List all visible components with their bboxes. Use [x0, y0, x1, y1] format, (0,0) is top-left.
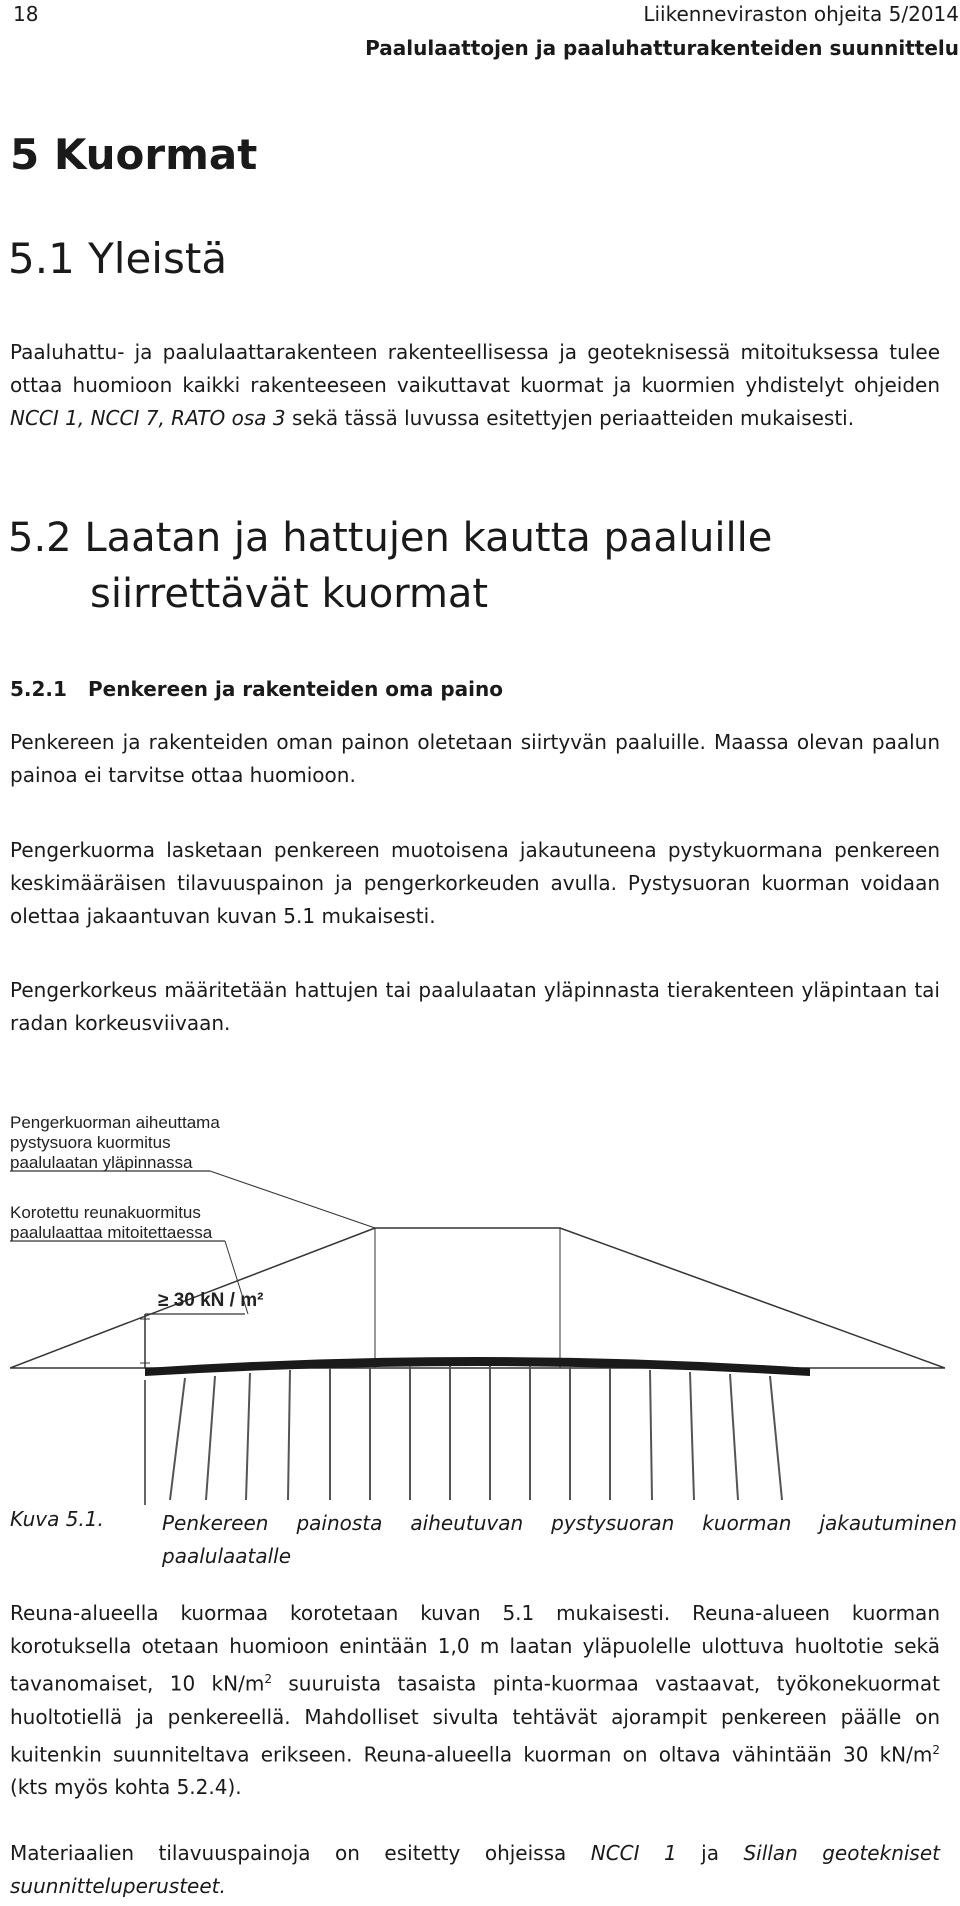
reference-geotechnical: Sillan geotekniset suunnitteluperusteet.	[10, 1841, 940, 1898]
page-number: 18	[13, 2, 39, 26]
paragraph-embankment-height: Pengerkorkeus määritetään hattujen tai paalulaatan yläpinnasta tierakenteen yläpintaan tai radan korkeusviivaan.	[10, 978, 940, 1035]
label-embankment-load-1: Pengerkuorman aiheuttama	[10, 1113, 220, 1132]
label-embankment-load-3: paalulaatan yläpinnassa	[10, 1153, 193, 1172]
paragraph-self-weight: Penkereen ja rakenteiden oman painon oletetaan siirtyvän paaluille. Maassa olevan paalun painoa ei tarvitse ottaa huomioon.	[10, 730, 940, 787]
figure-caption-number: Kuva 5.1.	[10, 1507, 104, 1531]
header-publication: Liikenneviraston ohjeita 5/2014	[643, 2, 959, 26]
chapter-heading: 5 Kuormat	[10, 130, 258, 179]
paragraph-general: Paaluhattu- ja paalulaattarakenteen rakenteellisessa ja geoteknisessä mitoituksessa tulee ottaa huomioon kaikki rakenteeseen vaikuttavat kuormat ja kuormien yhdistelyt ohjeiden NCCI 1, NCCI 7, RATO osa 3 sekä tässä luvussa esitettyjen periaatteiden mukaisesti.	[10, 340, 940, 430]
figure-caption-text: Penkereen painosta aiheutuvan pystysuoran kuorman jakautuminen paalulaatalle	[162, 1511, 957, 1568]
figure-load-distribution	[10, 1110, 945, 1505]
label-edge-load-2: paalulaattaa mitoitettaessa	[10, 1223, 213, 1242]
leader-line-1	[210, 1171, 375, 1228]
label-embankment-load-2: pystysuora kuormitus	[10, 1133, 171, 1152]
reference-ncci: NCCI 1, NCCI 7, RATO osa 3	[10, 406, 286, 430]
subsection-heading-5-2-1: 5.2.1 Penkereen ja rakenteiden oma paino	[10, 677, 503, 701]
piles	[170, 1366, 782, 1500]
header-title: Paalulaattojen ja paaluhatturakenteiden suunnittelu	[365, 36, 959, 60]
embankment-load-trapezoid	[10, 1228, 945, 1368]
section-heading-5-2: 5.2 Laatan ja hattujen kautta paaluille siirrettävät kuormat	[8, 515, 773, 617]
label-min-load: ≥ 30 kN / m²	[158, 1290, 264, 1311]
paragraph-edge-load: Reuna-alueella kuormaa korotetaan kuvan 5.1 mukaisesti. Reuna-alueen kuorman korotuksella otetaan huomioon enintään 1,0 m laatan yläpuolelle ulottuva huoltotie sekä tavanomaiset, 10 $kN/m^2$ suuruista tasaista pinta-kuormaa vastaavat, työkonekuormat huoltotiellä ja penkereellä. Mahdolliset sivulta tehtävät ajorampit penkereen päälle on kuitenkin suunniteltava erikseen. Reuna-alueella kuorman on oltava vähintään 30 $kN/m^2$ (kts myös kohta 5.2.4).	[10, 1601, 940, 1800]
paragraph-embankment-load: Pengerkuorma lasketaan penkereen muotoisena jakautuneena pystykuormana penkereen keskimääräisen tilavuuspainon ja pengerkorkeuden avulla. Pystysuoran kuorman voidaan olettaa jakaantuvan kuvan 5.1 mukaisesti.	[10, 838, 940, 928]
label-edge-load-1: Korotettu reunakuormitus	[10, 1203, 201, 1222]
section-heading-5-1: 5.1 Yleistä	[8, 234, 228, 283]
reference-ncci-1: NCCI 1	[590, 1841, 677, 1865]
paragraph-material-weights: Materiaalien tilavuuspainoja on esitetty ohjeissa NCCI 1 ja Sillan geotekniset suunnitteluperusteet.	[10, 1841, 940, 1898]
